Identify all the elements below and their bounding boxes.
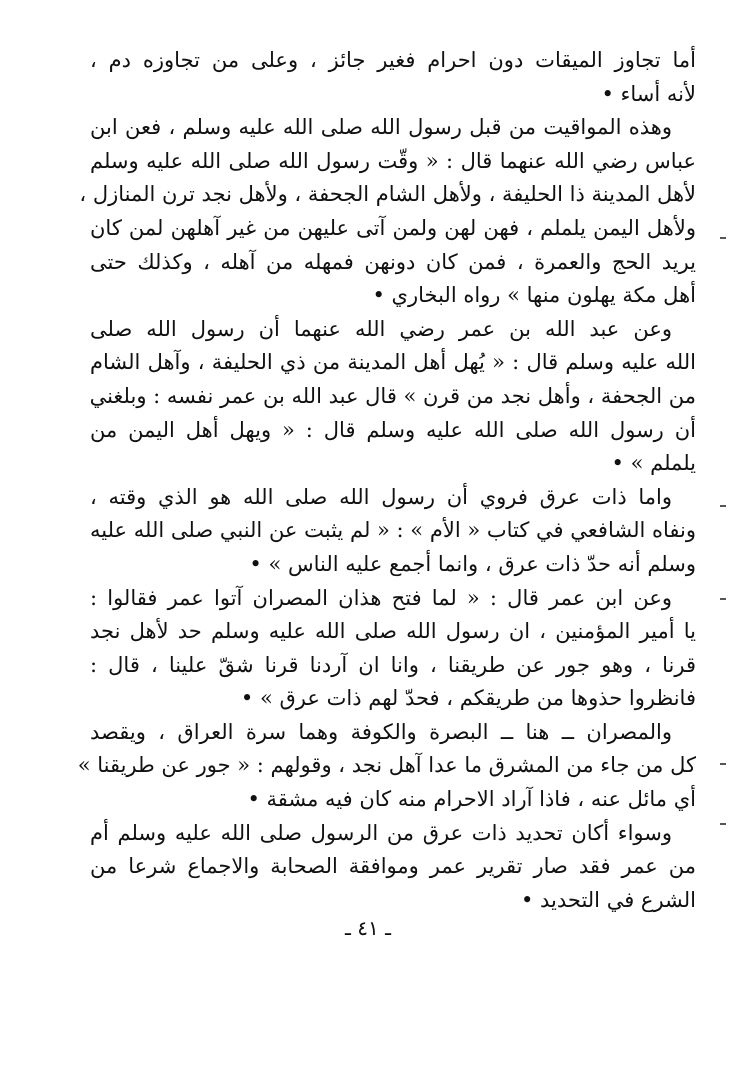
text-line: لأهل المدينة ذا الحليفة ، ولأهل الشام الجحفة ، ولأهل نجد ترن المنازل ، (79, 182, 696, 207)
text-line: يريد الحج والعمرة ، فمن كان دونهن فمهله من آهله ، وكذلك حتى (90, 249, 696, 274)
text-line: أهل مكة يهلون منها » رواه البخاري • (372, 283, 696, 308)
text-line: وهذه المواقيت من قبل رسول الله صلى الله عليه وسلم ، فعن ابن (90, 115, 672, 140)
text-line: من عمر فقد صار تقرير عمر وموافقة الصحابة والاجماع شرعا من (90, 854, 696, 879)
text-line: يا أمير المؤمنين ، ان رسول الله صلى الله عليه وسلم حد لأهل نجد (90, 619, 696, 644)
text-line: وعن ابن عمر قال : « لما فتح هذان المصران آتوا عمر فقالوا : (90, 585, 672, 610)
text-line: الشرع في التحديد • (520, 887, 696, 912)
margin-tick (720, 823, 726, 825)
text-line: يلملم » • (611, 451, 696, 476)
margin-tick (720, 598, 726, 600)
text-line: أن رسول الله صلى الله عليه وسلم قال : « ويهل أهل اليمن من (90, 417, 696, 442)
margin-tick (720, 237, 726, 239)
text-line: وسلم أنه حدّ ذات عرق ، وانما أجمع عليه الناس » • (249, 551, 696, 576)
margin-tick (720, 763, 726, 765)
text-line: عباس رضي الله عنهما قال : « وقّت رسول الله صلى الله عليه وسلم (90, 148, 696, 173)
margin-tick (720, 505, 726, 507)
text-line: ونفاه الشافعي في كتاب « الأم » : « لم يثبت عن النبي صلى الله عليه (90, 518, 696, 543)
text-line: وسواء أكان تحديد ذات عرق من الرسول صلى الله عليه وسلم أم (90, 820, 672, 845)
text-line: أما تجاوز الميقات دون احرام فغير جائز ، وعلى من تجاوزه دم ، (90, 48, 696, 72)
text-line: واما ذات عرق فروي أن رسول الله صلى الله هو الذي وقته ، (90, 484, 672, 509)
text-line: كل من جاء من المشرق ما عدا آهل نجد ، وقولهم : « جور عن طريقنا » (77, 753, 696, 778)
text-line: لأنه أساء • (601, 81, 696, 106)
text-line: فانظروا حذوها من طريقكم ، فحدّ لهم ذات عرق » • (240, 686, 696, 711)
text-line: أي مائل عنه ، فاذا آراد الاحرام منه كان فيه مشقة • (247, 787, 696, 812)
text-line: قرنا ، وهو جور عن طريقنا ، وانا ان آردنا قرنا شقّ علينا ، قال : (90, 652, 696, 677)
page-body (77, 44, 696, 917)
text-line: من الجحفة ، وأهل نجد من قرن » قال عبد الله بن عمر نفسه : وبلغني (89, 383, 696, 408)
text-line: وعن عبد الله بن عمر رضي الله عنهما أن رسول الله صلى (90, 316, 672, 341)
text-line: والمصران ــ هنا ــ البصرة والكوفة وهما سرة العراق ، ويقصد (90, 719, 672, 744)
text-line: الله عليه وسلم قال : « يُهل أهل المدينة من ذي الحليفة ، وآهل الشام (90, 350, 696, 375)
page-number: ـ ٤١ ـ (345, 916, 391, 940)
text-line: ولأهل اليمن يلملم ، فهن لهن ولمن آتى عليهن من غير آهلهن لمن كان (90, 215, 696, 240)
